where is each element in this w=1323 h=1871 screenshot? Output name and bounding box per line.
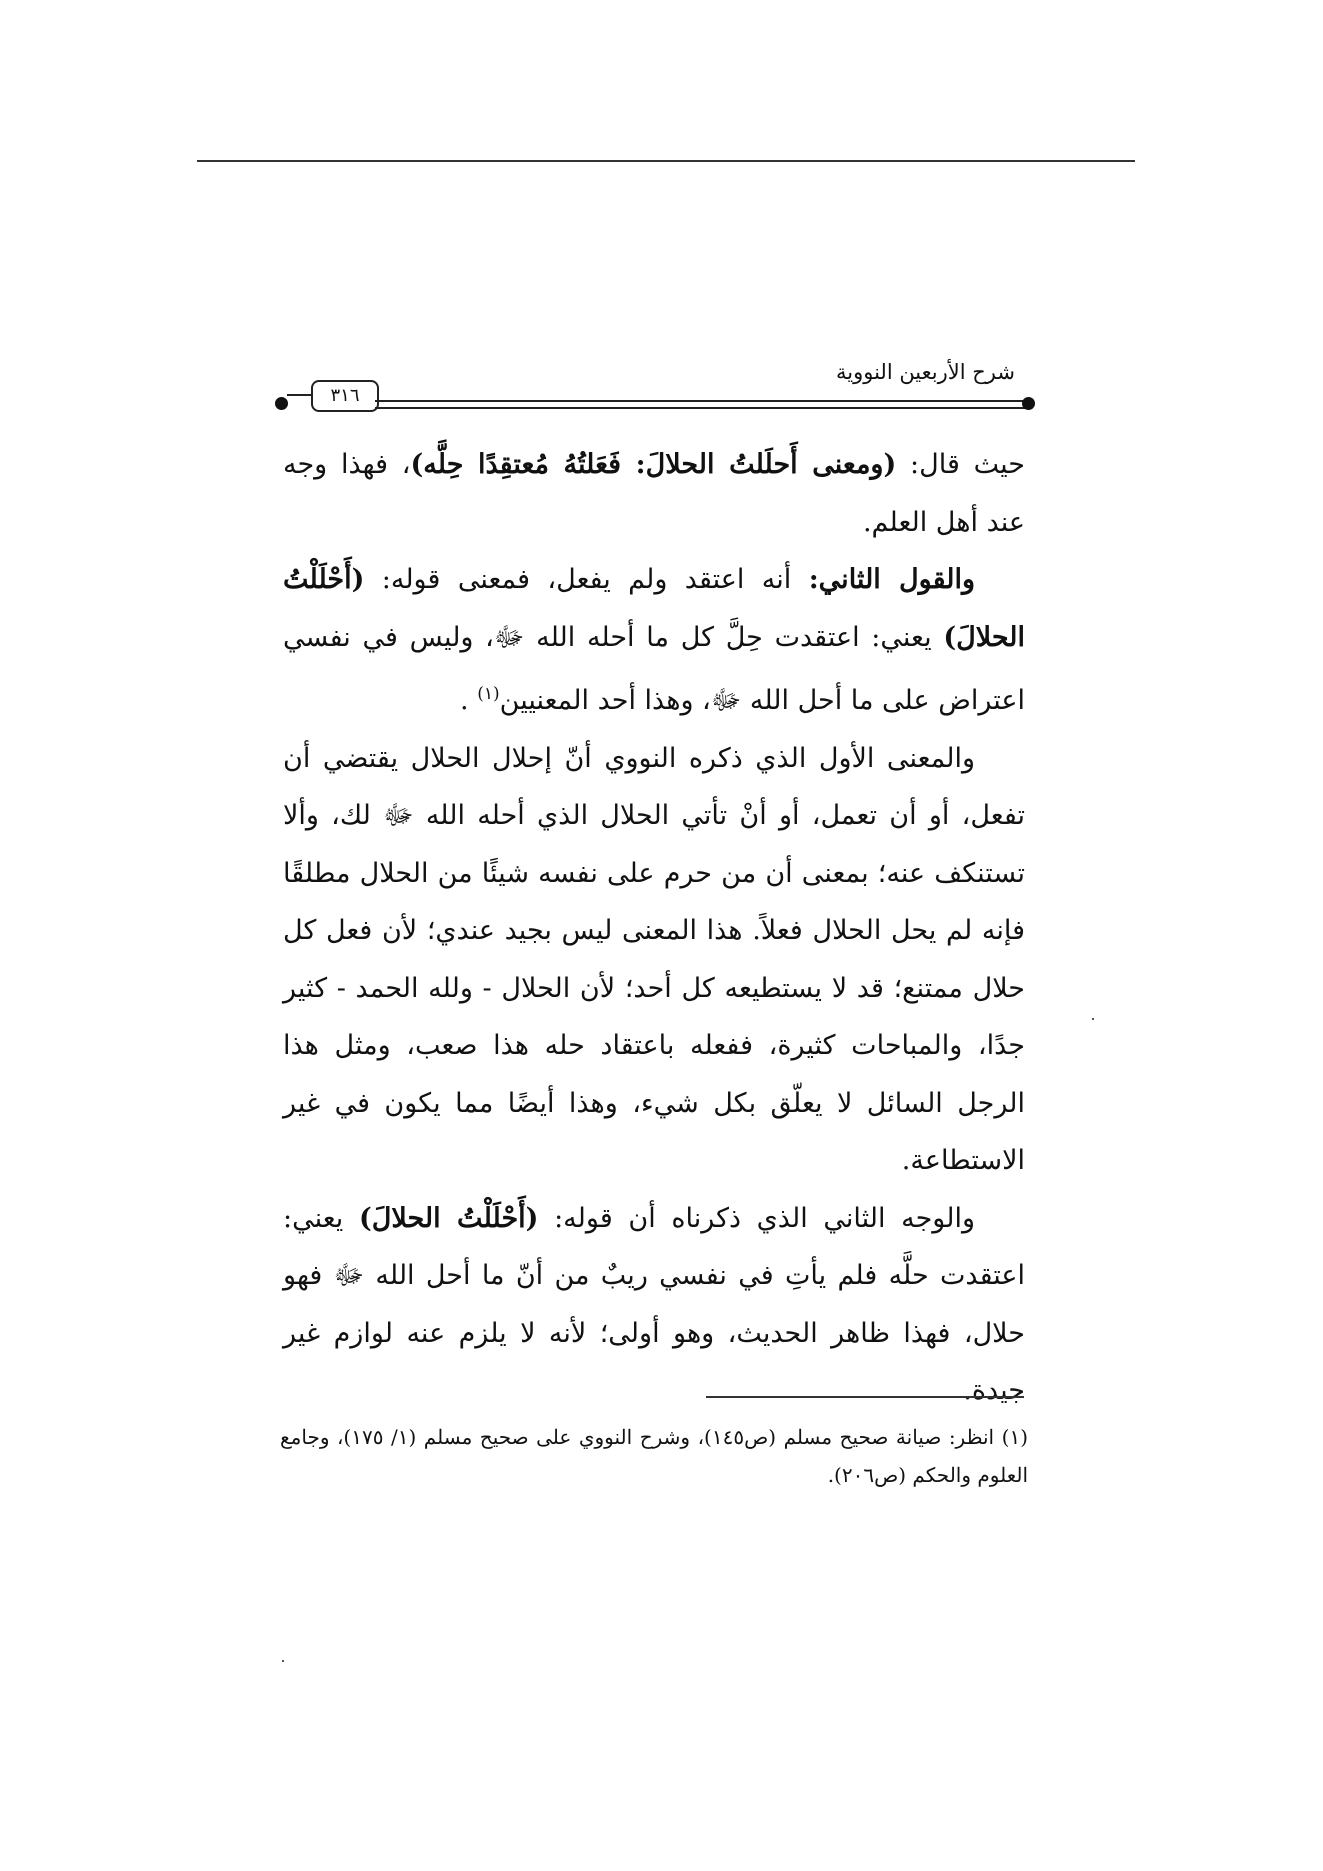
footnote-reference: (١) <box>477 684 500 704</box>
page-number: ٣١٦ <box>311 380 379 412</box>
footnote-divider <box>706 1396 1024 1398</box>
text-run: والوجه الثاني الذي ذكرناه أن قوله: <box>538 1202 975 1234</box>
footnote: (١) انظر: صيانة صحيح مسلم (ص١٤٥)، وشرح النووي على صحيح مسلم (١/ ١٧٥)، وجامع العلوم والحكم (ص٢٠٦). <box>280 1425 1028 1487</box>
quoted-phrase: (أَحْلَلْتُ الحلالَ) <box>283 564 1025 653</box>
text-run: يعني: اعتقدت حِلَّ كل ما أحله الله ﷻ، وليس في نفسي اعتراض على ما أحل الله ﷻ، وهذا أحد المعنيين <box>283 621 1025 716</box>
running-header <box>275 360 1035 424</box>
text-run: ، فهذا وجه عند أهل العلم. <box>283 449 1025 538</box>
paragraph-1 <box>283 436 1025 551</box>
paragraph-3: والمعنى الأول الذي ذكره النووي أنّ إحلال الحلال يقتضي أن تفعل، أو أن تعمل، أو أنْ تأتي الحلال الذي أحله الله ﷻ لك، وألا تستنكف عنه؛ بمعنى أن من حرم على نفسه شيئًا من الحلال مطلقًا فإنه لم يحل الحلال فعلاً. هذا المعنى ليس بجيد عندي؛ لأن فعل كل حلال ممتنع؛ قد لا يستطيعه كل أحد؛ لأن الحلال - ولله الحمد - كثير جدًا، والمباحات كثيرة، ففعله باعتقاد حله هذا صعب، ومثل هذا الرجل السائل لا يعلّق بكل شيء، وهذا أيضًا مما يكون في غير الاستطاعة. <box>283 742 1025 1176</box>
header-rule-left-segment <box>287 394 311 396</box>
scan-speck <box>1092 1018 1094 1020</box>
header-rule-lower <box>375 407 1025 409</box>
main-text <box>283 436 1025 1420</box>
text-run: . <box>460 685 478 716</box>
section-lead: والقول الثاني: <box>808 564 975 595</box>
paragraph-4 <box>283 1190 1025 1420</box>
header-ornament-dot-left <box>275 397 288 410</box>
text-run: حيث قال: <box>896 449 1025 480</box>
quoted-phrase: (ومعنى أَحلَلتُ الحلالَ: فَعَلتُهُ مُعتقِدًا حِلَّه) <box>410 449 897 480</box>
top-divider-line <box>197 160 1135 162</box>
text-run: أنه اعتقد ولم يفعل، فمعنى قوله: <box>364 564 809 595</box>
header-ornament-dot-right <box>1022 397 1035 410</box>
paragraph-2 <box>283 551 1025 730</box>
book-title: شرح الأربعين النووية <box>835 360 1015 384</box>
text-run: يعني: اعتقدت حلَّه فلم يأتِ في نفسي ريبٌ من أنّ ما أحل الله ﷻ فهو حلال، فهذا ظاهر الحديث، وهو أولى؛ لأنه لا يلزم عنه لوازم غير جيدة. <box>283 1202 1025 1406</box>
header-rule-upper <box>375 400 1025 402</box>
scan-speck <box>282 1660 284 1662</box>
quoted-phrase: (أَحْلَلْتُ الحلالَ) <box>358 1202 539 1234</box>
